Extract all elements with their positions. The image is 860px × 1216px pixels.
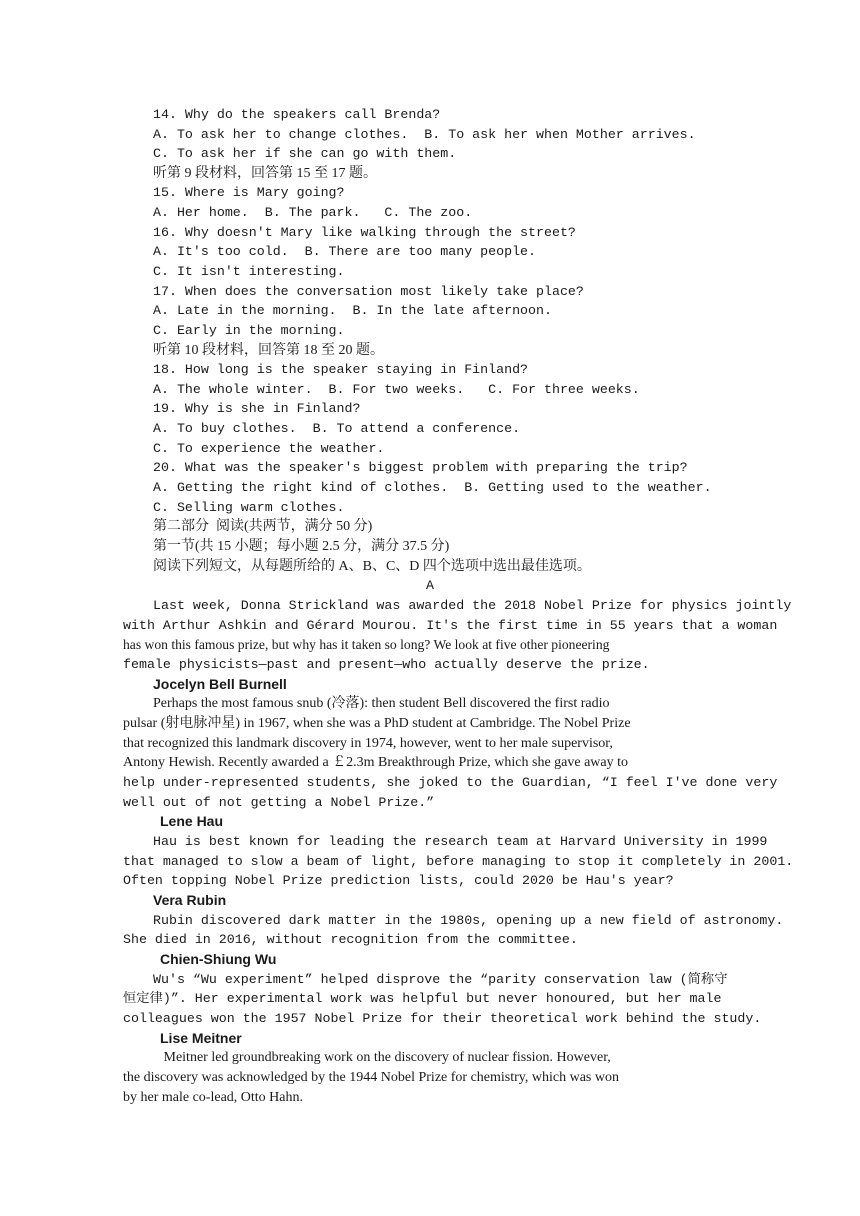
passage-label: A xyxy=(426,578,434,593)
question-15-options: A. Her home. B. The park. C. The zoo. xyxy=(153,205,473,220)
heading-chien-shiung-wu: Chien-Shiung Wu xyxy=(160,951,277,967)
question-19: 19. Why is she in Finland? xyxy=(153,401,361,416)
section-1-heading: 第一节(共 15 小题；每小题 2.5 分，满分 37.5 分) xyxy=(153,539,450,554)
bell-line-1: Perhaps the most famous snub (冷落): then student Bell discovered the first radio xyxy=(153,696,610,711)
question-19-option-c: C. To experience the weather. xyxy=(153,441,385,456)
part-2-heading: 第二部分 阅读(共两节，满分 50 分) xyxy=(153,519,373,534)
wu-line-3: colleagues won the 1957 Nobel Prize for their theoretical work behind the study. xyxy=(123,1011,762,1026)
rubin-line-1: Rubin discovered dark matter in the 1980s, opening up a new field of astronomy. xyxy=(153,913,784,928)
bell-line-4: Antony Hewish. Recently awarded a ￡2.3m Breakthrough Prize, which she gave away to xyxy=(123,755,629,770)
intro-line-3: has won this famous prize, but why has it taken so long? We look at five other pioneering xyxy=(123,637,610,652)
wu-line-1: Wu's “Wu experiment” helped disprove the “parity conservation law (简称守 xyxy=(153,972,728,987)
question-15: 15. Where is Mary going? xyxy=(153,185,345,200)
question-20: 20. What was the speaker's biggest problem with preparing the trip? xyxy=(153,460,688,475)
question-14-options-ab: A. To ask her to change clothes. B. To ask her when Mother arrives. xyxy=(153,127,696,142)
rubin-line-2: She died in 2016, without recognition from the committee. xyxy=(123,932,578,947)
question-20-options-ab: A. Getting the right kind of clothes. B. Getting used to the weather. xyxy=(153,480,712,495)
hau-line-1: Hau is best known for leading the research team at Harvard University in 1999 xyxy=(153,834,768,849)
question-18: 18. How long is the speaker staying in Finland? xyxy=(153,362,529,377)
bell-line-5: help under-represented students, she joked to the Guardian, “I feel I've done very xyxy=(123,775,778,790)
reading-instruction: 阅读下列短文，从每题所给的 A、B、C、D 四个选项中选出最佳选项。 xyxy=(153,559,591,574)
question-17: 17. When does the conversation most likely take place? xyxy=(153,284,584,299)
wu-line-2: 恒定律)”. Her experimental work was helpful but never honoured, but her male xyxy=(123,991,722,1006)
meitner-line-3: by her male co-lead, Otto Hahn. xyxy=(123,1090,303,1105)
question-14: 14. Why do the speakers call Brenda? xyxy=(153,107,441,122)
section-10-instruction: 听第 10 段材料，回答第 18 至 20 题。 xyxy=(153,343,384,358)
meitner-line-2: the discovery was acknowledged by the 1944 Nobel Prize for chemistry, which was won xyxy=(123,1070,619,1085)
question-20-option-c: C. Selling warm clothes. xyxy=(153,500,345,515)
hau-line-2: that managed to slow a beam of light, before managing to stop it completely in 2001. xyxy=(123,854,794,869)
question-19-options-ab: A. To buy clothes. B. To attend a conference. xyxy=(153,421,521,436)
heading-lene-hau: Lene Hau xyxy=(160,813,224,829)
hau-line-3: Often topping Nobel Prize prediction lists, could 2020 be Hau's year? xyxy=(123,873,674,888)
section-9-instruction: 听第 9 段材料，回答第 15 至 17 题。 xyxy=(153,166,377,181)
question-14-option-c: C. To ask her if she can go with them. xyxy=(153,146,457,161)
bell-line-3: that recognized this landmark discovery in 1974, however, went to her male supervisor, xyxy=(123,736,613,751)
bell-line-2: pulsar (射电脉冲星) in 1967, when she was a PhD student at Cambridge. The Nobel Prize xyxy=(123,716,631,731)
heading-vera-rubin: Vera Rubin xyxy=(153,892,227,908)
intro-line-4: female physicists—past and present—who actually deserve the prize. xyxy=(123,657,650,672)
question-17-options-ab: A. Late in the morning. B. In the late afternoon. xyxy=(153,303,552,318)
heading-bell-burnell: Jocelyn Bell Burnell xyxy=(153,676,287,692)
intro-line-2: with Arthur Ashkin and Gérard Mourou. It's the first time in 55 years that a woman xyxy=(123,618,778,633)
question-16-options-ab: A. It's too cold. B. There are too many people. xyxy=(153,244,537,259)
question-16: 16. Why doesn't Mary like walking through the street? xyxy=(153,225,576,240)
bell-line-6: well out of not getting a Nobel Prize.” xyxy=(123,795,435,810)
heading-lise-meitner: Lise Meitner xyxy=(160,1030,242,1046)
question-17-option-c: C. Early in the morning. xyxy=(153,323,345,338)
question-18-options: A. The whole winter. B. For two weeks. C. For three weeks. xyxy=(153,382,640,397)
question-16-option-c: C. It isn't interesting. xyxy=(153,264,345,279)
meitner-line-1: Meitner led groundbreaking work on the discovery of nuclear fission. However, xyxy=(160,1050,611,1065)
intro-line-1: Last week, Donna Strickland was awarded the 2018 Nobel Prize for physics jointly xyxy=(153,598,792,613)
